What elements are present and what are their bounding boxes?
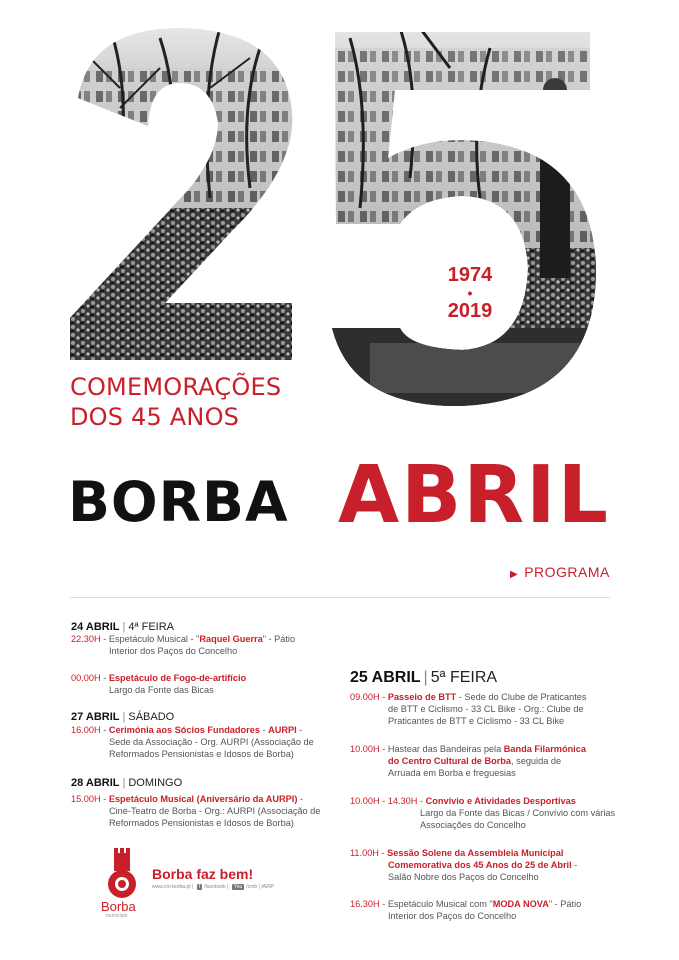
day-weekday: 4ª FEIRA — [128, 621, 174, 633]
digit-two — [70, 28, 300, 368]
day-heading-28: 28 ABRIL | DOMINGO — [71, 777, 183, 789]
year-separator: • — [467, 285, 473, 301]
year-end: 2019 — [447, 300, 493, 322]
event-highlight: Banda Filarmónica — [503, 744, 586, 754]
event-text: Hastear das Bandeiras pela — [387, 744, 504, 754]
facebook-label: /facebook — [204, 884, 226, 890]
event-detail: Associações do Concelho — [420, 820, 526, 830]
youtube-label: /cmb — [246, 884, 258, 890]
event-highlight: Espetáculo Musical (Aniversário da AURPI) — [108, 794, 298, 804]
slogan: Borba faz bem! — [152, 866, 254, 882]
event-detail: Cine-Teatro de Borba - Org.: AURPI (Associação de — [109, 806, 321, 816]
day-weekday: 5ª FEIRA — [430, 669, 498, 686]
event-text: - Sede do Clube de Praticantes — [456, 692, 587, 702]
event-highlight: Convívio e Atividades Desportivas — [425, 796, 576, 806]
logo-name: Borba — [101, 899, 136, 914]
day-weekday: DOMINGO — [128, 777, 183, 789]
youtube-icon[interactable]: You — [233, 884, 243, 890]
event-text: " - Pátio — [548, 899, 582, 909]
event-detail: Salão Nobre dos Paços do Concelho — [388, 872, 539, 882]
subtitle — [70, 372, 281, 432]
event-time: 15.00H — [71, 794, 101, 804]
airp-link[interactable]: /AIRP — [261, 884, 275, 890]
day-date: 25 ABRIL — [350, 669, 421, 686]
programa-label: PROGRAMA — [524, 564, 610, 580]
event-text: Espetáculo Musical com " — [387, 899, 493, 909]
event-detail: Reformados Pensionistas e Idosos de Borba) — [109, 749, 294, 759]
event-highlight: do Centro Cultural de Borba — [388, 756, 512, 766]
event-time: 09.00H — [350, 692, 380, 702]
social-links: www.cm-borba.pt | f /facebook | You /cmb | /AIRP — [152, 884, 275, 890]
divider — [70, 597, 610, 598]
programa-heading — [510, 564, 610, 580]
day-heading-25: 25 ABRIL | 5ª FEIRA — [350, 669, 498, 686]
event-highlight: AURPI — [268, 725, 297, 735]
day-date: 28 ABRIL — [71, 777, 120, 789]
event-detail: Interior dos Paços do Concelho — [388, 911, 517, 921]
event-detail: Reformados Pensionistas e Idosos de Borba) — [109, 818, 294, 828]
event-item: 10.00H - Hastear das Bandeiras pela Banda Filarmónica do Centro Cultural de Borba, seguida de Arruada em Borba e freguesias — [350, 744, 586, 778]
event-text: Espetáculo Musical - " — [108, 634, 200, 644]
event-time: 10.00H - 14.30H — [350, 796, 418, 806]
event-text: - — [259, 725, 269, 735]
event-detail: Arruada em Borba e freguesias — [388, 768, 516, 778]
day-heading-27: 27 ABRIL | SÁBADO — [71, 711, 175, 723]
event-item: 16.30H - Espetáculo Musical com "MODA NOVA" - Pátio Interior dos Paços do Concelho — [350, 899, 582, 921]
event-time: 11.00H — [350, 848, 379, 858]
subtitle-line-1: COMEMORAÇÕES — [70, 373, 282, 401]
big-25-photo — [70, 28, 610, 408]
subtitle-line-2: DOS 45 ANOS — [70, 403, 240, 431]
day-date: 27 ABRIL — [71, 711, 120, 723]
event-detail: Sede da Associação - Org. AURPI (Associação de — [109, 737, 314, 747]
event-highlight: Espetáculo de Fogo-de-artifício — [108, 673, 247, 683]
big-25-svg — [70, 28, 610, 408]
event-detail: , seguida de — [511, 756, 562, 766]
event-highlight: Passeio de BTT — [387, 692, 457, 702]
year-start: 1974 — [447, 264, 493, 286]
event-highlight: Raquel Guerra — [199, 634, 263, 644]
event-time: 00.00H — [71, 673, 101, 683]
event-item: 11.00H - Sessão Solene da Assembleia Municipal Comemorativa dos 45 Anos do 25 de Abril - Salão Nobre dos Paços do Concelho — [350, 848, 578, 882]
event-detail: - — [571, 860, 578, 870]
event-item: 10.00H - 14.30H - Convívio e Atividades Desportivas Largo da Fonte das Bicas / Convívio com várias Associações do Concelho — [350, 796, 616, 830]
event-highlight: MODA NOVA — [492, 899, 549, 909]
event-item: 16.00H - Cerimónia aos Sócios Fundadores - AURPI - Sede da Associação - Org. AURPI (Associação de Reformados Pensionistas e Idosos de Borba) — [71, 725, 314, 759]
event-time: 16.30H — [350, 899, 380, 909]
event-text: " - Pátio — [262, 634, 296, 644]
event-time: 22.30H — [71, 634, 101, 644]
event-time: 10.00H — [350, 744, 380, 754]
event-highlight: Comemorativa dos 45 Anos do 25 de Abril — [388, 860, 572, 870]
website-link[interactable]: www.cm-borba.pt — [152, 884, 191, 890]
town-title: BORBA — [68, 470, 289, 534]
facebook-icon[interactable]: f — [198, 884, 201, 890]
event-item: 15.00H - Espetáculo Musical (Aniversário da AURPI) - Cine-Teatro de Borba - Org.: AURPI (Associação de Reformados Pensionistas e Idosos de Borba) — [71, 794, 321, 828]
event-detail: Largo da Fonte das Bicas — [109, 685, 214, 695]
event-highlight: Cerimónia aos Sócios Fundadores — [108, 725, 260, 735]
day-heading-24: 24 ABRIL | 4ª FEIRA — [71, 621, 174, 633]
day-weekday: SÁBADO — [128, 711, 175, 723]
digit-five — [325, 28, 610, 408]
event-highlight: Sessão Solene da Assembleia Municipal — [387, 848, 564, 858]
event-item: 00.00H - Espetáculo de Fogo-de-artifício Largo da Fonte das Bicas — [71, 673, 247, 695]
logo-subtitle: município — [106, 913, 128, 919]
event-text: - — [297, 794, 304, 804]
event-item: 09.00H - Passeio de BTT - Sede do Clube de Praticantes de BTT e Ciclismo - 33 CL Bike - Org.: Clube de Praticantes de BTT e Ciclismo - 33 CL Bike — [350, 692, 587, 726]
event-detail: Largo da Fonte das Bicas / Convívio com várias — [420, 808, 616, 818]
event-time: 16.00H — [71, 725, 101, 735]
event-text: - — [296, 725, 303, 735]
month-title: ABRIL — [338, 449, 610, 541]
triangle-right-icon: ▶ — [510, 569, 519, 580]
day-date: 24 ABRIL — [71, 621, 120, 633]
event-detail: Interior dos Paços do Concelho — [109, 646, 238, 656]
years-badge — [430, 264, 510, 322]
event-detail: Praticantes de BTT e Ciclismo - 33 CL Bike — [388, 716, 565, 726]
event-item: 22.30H - Espetáculo Musical - "Raquel Guerra" - Pátio Interior dos Paços do Concelho — [71, 634, 296, 656]
event-detail: de BTT e Ciclismo - 33 CL Bike - Org.: Clube de — [388, 704, 584, 714]
